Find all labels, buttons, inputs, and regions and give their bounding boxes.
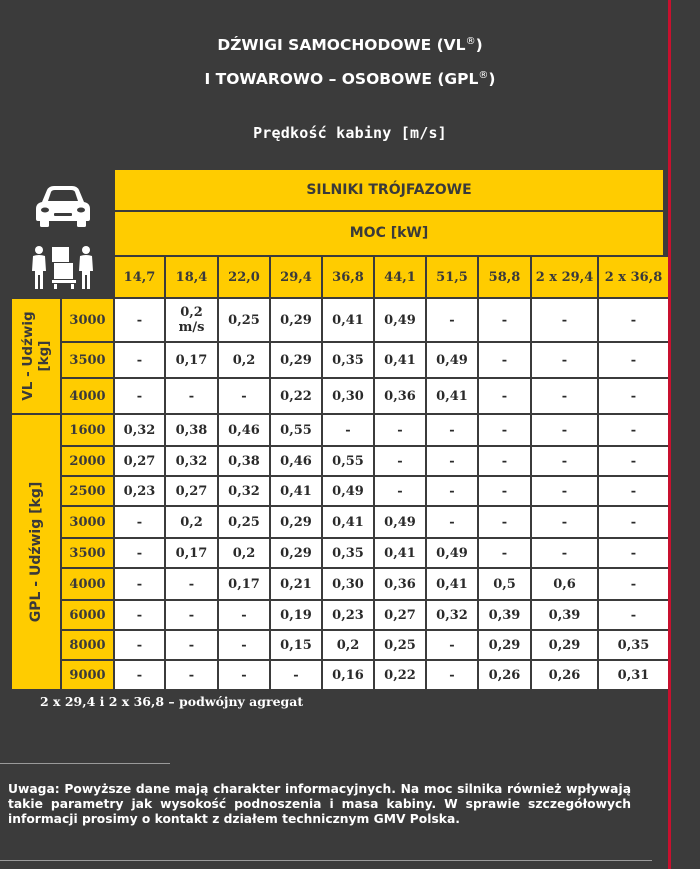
speed-cell: - xyxy=(599,343,668,377)
vl-group-label-cell xyxy=(12,299,60,413)
power-cell: 44,1 xyxy=(375,257,425,297)
speed-cell: 0,41 xyxy=(323,507,373,537)
speed-cell: 0,27 xyxy=(375,601,425,629)
speed-cell: - xyxy=(166,379,217,413)
speed-cell: - xyxy=(479,539,530,567)
table-row xyxy=(12,343,668,377)
power-cell: 22,0 xyxy=(219,257,269,297)
speed-cell: - xyxy=(219,631,269,659)
speed-cell: 0,41 xyxy=(427,569,477,599)
speed-cell: - xyxy=(427,415,477,445)
power-cell: 18,4 xyxy=(166,257,217,297)
speed-cell: 0,2 xyxy=(219,539,269,567)
power-cell: 14,7 xyxy=(115,257,164,297)
speed-cell: - xyxy=(479,477,530,505)
speed-cell: 0,32 xyxy=(166,447,217,475)
speed-cell: 0,2 xyxy=(219,343,269,377)
speed-cell: - xyxy=(599,539,668,567)
speed-cell: - xyxy=(166,631,217,659)
speed-cell: 0,21 xyxy=(271,569,321,599)
speed-cell: - xyxy=(532,343,597,377)
capacity-cell: 2500 xyxy=(62,477,113,505)
speed-cell: 0,49 xyxy=(375,507,425,537)
speed-cell: 0,22 xyxy=(271,379,321,413)
speed-cell: 0,15 xyxy=(271,631,321,659)
speed-cell: - xyxy=(479,299,530,341)
speed-cell: 0,49 xyxy=(427,343,477,377)
speed-cell: 0,38 xyxy=(219,447,269,475)
table-row xyxy=(12,379,668,413)
speed-cell: 0,26 xyxy=(479,661,530,689)
speed-cell: 0,23 xyxy=(323,601,373,629)
speed-cell: - xyxy=(427,507,477,537)
speed-cell: - xyxy=(115,299,164,341)
speed-cell: 0,38 xyxy=(166,415,217,445)
speed-cell: - xyxy=(166,569,217,599)
speed-cell: 0,41 xyxy=(375,343,425,377)
capacity-cell: 8000 xyxy=(62,631,113,659)
divider-short xyxy=(0,763,170,764)
table-row xyxy=(12,415,668,445)
speed-cell: 0,35 xyxy=(323,539,373,567)
table-row xyxy=(12,661,668,689)
speed-cell: - xyxy=(599,601,668,629)
table-row xyxy=(12,447,668,475)
page-title-line1: DŹWIGI SAMOCHODOWE (VL®) xyxy=(217,35,483,54)
motors-header: SILNIKI TRÓJFAZOWE xyxy=(115,170,663,210)
table-row xyxy=(12,299,668,341)
speed-cell: - xyxy=(427,661,477,689)
speed-cell: 0,32 xyxy=(427,601,477,629)
power-row xyxy=(12,257,668,297)
speed-cell: - xyxy=(532,379,597,413)
table-row xyxy=(12,539,668,567)
speed-cell: - xyxy=(599,447,668,475)
speed-cell: 0,39 xyxy=(479,601,530,629)
speed-cell: 0,36 xyxy=(375,379,425,413)
double-unit-note: 2 x 29,4 i 2 x 36,8 – podwójny agregat xyxy=(40,694,304,709)
speed-cell: 0,27 xyxy=(115,447,164,475)
speed-table xyxy=(10,255,670,691)
gpl-group-label-cell xyxy=(12,415,60,689)
power-cell: 2 x 29,4 xyxy=(532,257,597,297)
speed-cell: - xyxy=(532,415,597,445)
speed-cell: - xyxy=(115,601,164,629)
speed-cell: 0,17 xyxy=(166,343,217,377)
speed-cell: - xyxy=(479,415,530,445)
speed-cell: - xyxy=(532,299,597,341)
speed-cell: 0,32 xyxy=(219,477,269,505)
power-header: MOC [kW] xyxy=(115,212,663,255)
speed-cell: - xyxy=(219,661,269,689)
speed-cell: - xyxy=(375,477,425,505)
speed-cell: - xyxy=(479,343,530,377)
speed-cell: - xyxy=(599,569,668,599)
speed-cell: 0,31 xyxy=(599,661,668,689)
table-row xyxy=(12,569,668,599)
power-cell: 58,8 xyxy=(479,257,530,297)
capacity-cell: 3000 xyxy=(62,507,113,537)
speed-cell: 0,6 xyxy=(532,569,597,599)
table-row xyxy=(12,631,668,659)
power-cell: 51,5 xyxy=(427,257,477,297)
speed-cell: - xyxy=(532,507,597,537)
speed-cell: - xyxy=(323,415,373,445)
speed-cell: - xyxy=(115,631,164,659)
speed-cell: 0,49 xyxy=(323,477,373,505)
speed-cell: - xyxy=(166,601,217,629)
speed-cell: 0,22 xyxy=(375,661,425,689)
speed-cell: - xyxy=(115,569,164,599)
speed-cell: 0,25 xyxy=(219,507,269,537)
speed-cell: - xyxy=(599,415,668,445)
speed-cell: - xyxy=(115,379,164,413)
speed-cell: 0,2 xyxy=(166,507,217,537)
car-icon xyxy=(32,182,94,228)
speed-cell: 0,29 xyxy=(271,343,321,377)
page-title-line2: I TOWAROWO – OSOBOWE (GPL®) xyxy=(204,69,496,88)
speed-cell: 0,29 xyxy=(532,631,597,659)
speed-cell: - xyxy=(375,447,425,475)
speed-cell: - xyxy=(427,631,477,659)
table-row xyxy=(12,601,668,629)
speed-cell: 0,17 xyxy=(219,569,269,599)
speed-cell: 0,2 xyxy=(323,631,373,659)
speed-cell: 0,25 xyxy=(375,631,425,659)
vl-label-line1: VL - Udźwig xyxy=(20,311,36,401)
speed-cell: 0,2 m/s xyxy=(166,299,217,341)
capacity-cell: 9000 xyxy=(62,661,113,689)
speed-cell: 0,35 xyxy=(599,631,668,659)
power-cell: 2 x 36,8 xyxy=(599,257,668,297)
speed-cell: 0,30 xyxy=(323,379,373,413)
power-cell: 29,4 xyxy=(271,257,321,297)
speed-cell: 0,29 xyxy=(479,631,530,659)
speed-cell: - xyxy=(219,601,269,629)
speed-cell: 0,30 xyxy=(323,569,373,599)
speed-cell: 0,19 xyxy=(271,601,321,629)
capacity-cell: 6000 xyxy=(62,601,113,629)
speed-cell: 0,49 xyxy=(375,299,425,341)
capacity-cell: 4000 xyxy=(62,379,113,413)
speed-cell: 0,26 xyxy=(532,661,597,689)
speed-cell: - xyxy=(599,299,668,341)
speed-cell: 0,25 xyxy=(219,299,269,341)
speed-cell: 0,32 xyxy=(115,415,164,445)
capacity-cell: 3500 xyxy=(62,539,113,567)
speed-cell: - xyxy=(271,661,321,689)
divider-bottom xyxy=(0,860,652,861)
speed-cell: - xyxy=(375,415,425,445)
speed-cell: 0,46 xyxy=(219,415,269,445)
speed-cell: 0,49 xyxy=(427,539,477,567)
speed-cell: - xyxy=(427,477,477,505)
speed-cell: - xyxy=(479,507,530,537)
speed-cell: - xyxy=(115,539,164,567)
power-cell: 36,8 xyxy=(323,257,373,297)
speed-cell: 0,29 xyxy=(271,539,321,567)
speed-cell: - xyxy=(427,299,477,341)
speed-cell: - xyxy=(532,447,597,475)
gpl-capacity-label: GPL - Udźwig [kg] xyxy=(28,481,44,623)
speed-cell: - xyxy=(599,507,668,537)
speed-cell: 0,46 xyxy=(271,447,321,475)
table-row xyxy=(12,477,668,505)
speed-cell: - xyxy=(219,379,269,413)
speed-cell: - xyxy=(599,379,668,413)
speed-cell: - xyxy=(115,661,164,689)
speed-cell: 0,17 xyxy=(166,539,217,567)
speed-cell: 0,16 xyxy=(323,661,373,689)
corner-blank xyxy=(62,257,113,297)
speed-cell: - xyxy=(599,477,668,505)
speed-cell: 0,29 xyxy=(271,507,321,537)
speed-cell: 0,41 xyxy=(271,477,321,505)
capacity-cell: 4000 xyxy=(62,569,113,599)
vl-label-line2: [kg] xyxy=(36,340,52,372)
speed-cell: 0,41 xyxy=(427,379,477,413)
speed-cell: 0,39 xyxy=(532,601,597,629)
capacity-cell: 1600 xyxy=(62,415,113,445)
registered-mark: ® xyxy=(478,69,489,81)
speed-cell: - xyxy=(166,661,217,689)
speed-cell: 0,55 xyxy=(271,415,321,445)
speed-cell: 0,41 xyxy=(375,539,425,567)
speed-cell: - xyxy=(115,507,164,537)
speed-cell: 0,27 xyxy=(166,477,217,505)
capacity-cell: 2000 xyxy=(62,447,113,475)
speed-cell: 0,36 xyxy=(375,569,425,599)
speed-cell: - xyxy=(115,343,164,377)
corner-blank xyxy=(12,257,60,297)
registered-mark: ® xyxy=(465,35,476,47)
disclaimer-text: Uwaga: Powyższe dane mają charakter informacyjnych. Na moc silnika również wpływają takie parametry jak wysokość podnoszenia i masa kabiny. W sprawie szczegółowych informacji prosimy o kontakt z działem technicznym GMV Polska. xyxy=(8,782,631,826)
speed-cell: - xyxy=(532,477,597,505)
subtitle: Prędkość kabiny [m/s] xyxy=(253,124,447,142)
table-row xyxy=(12,507,668,537)
capacity-cell: 3500 xyxy=(62,343,113,377)
speed-cell: - xyxy=(427,447,477,475)
speed-cell: 0,55 xyxy=(323,447,373,475)
speed-cell: 0,23 xyxy=(115,477,164,505)
capacity-cell: 3000 xyxy=(62,299,113,341)
vl-capacity-label xyxy=(20,311,52,400)
speed-cell: - xyxy=(479,447,530,475)
speed-cell: 0,29 xyxy=(271,299,321,341)
speed-cell: 0,5 xyxy=(479,569,530,599)
speed-cell: - xyxy=(479,379,530,413)
speed-cell: 0,35 xyxy=(323,343,373,377)
speed-cell: - xyxy=(532,539,597,567)
speed-cell: 0,41 xyxy=(323,299,373,341)
